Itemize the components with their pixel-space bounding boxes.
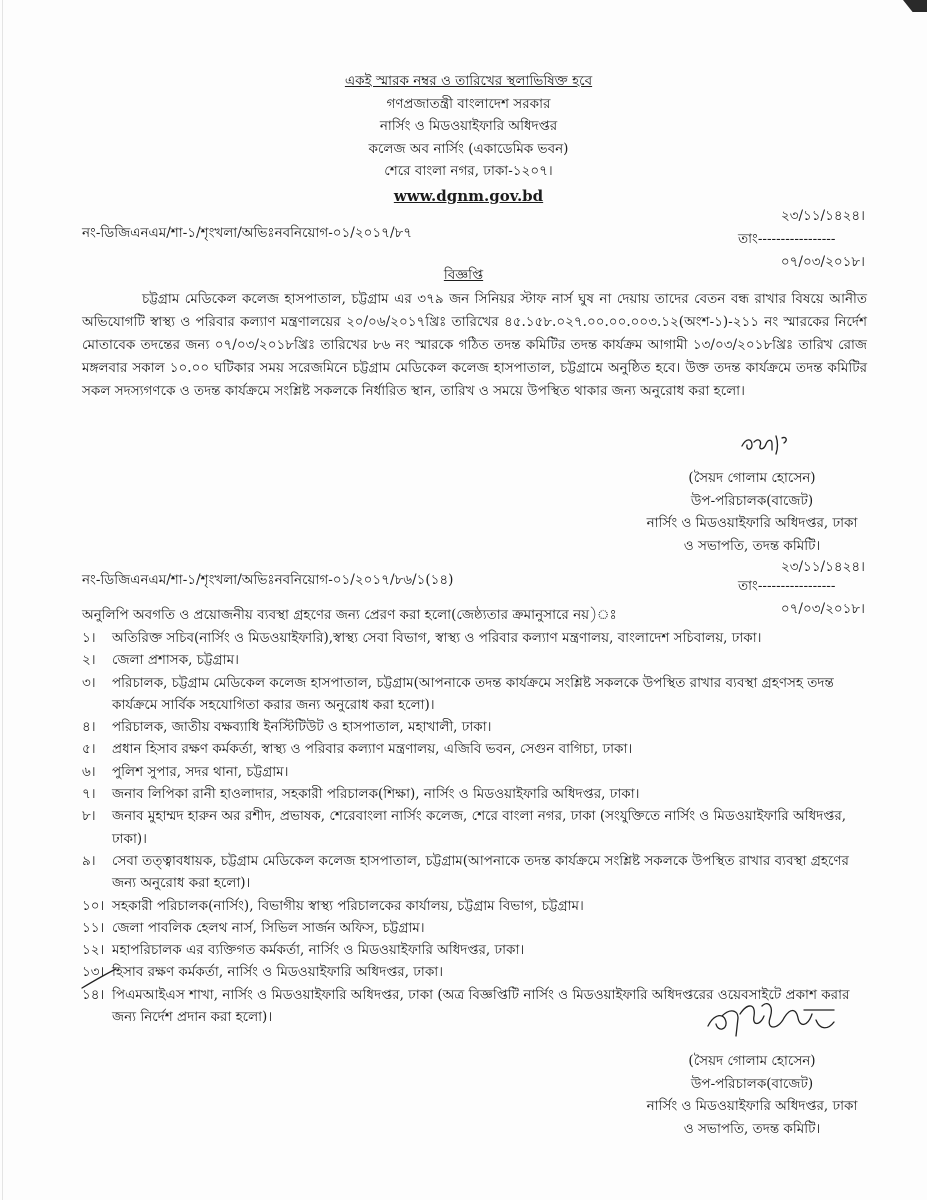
signature-block-2 — [632, 1050, 872, 1140]
memo1-date-label: তাং----------------- — [738, 231, 836, 247]
scan-corner-shadow — [903, 0, 927, 12]
list-item-number: ১০। — [82, 897, 105, 914]
list-item — [82, 939, 872, 961]
list-item-number: ১২। — [82, 942, 105, 959]
memo1-date-bangla: ২৩/১১/১৪২৪। — [780, 208, 865, 224]
memo2-date-gregorian: ০৭/০৩/২০১৮। — [780, 601, 865, 617]
copy-list — [82, 627, 872, 1028]
list-item-number: ১১। — [82, 919, 105, 936]
list-item — [82, 627, 872, 649]
list-item — [82, 672, 872, 717]
list-item-text: জেলা প্রশাসক, চট্টগ্রাম। — [112, 652, 239, 669]
list-item-text: অতিরিক্ত সচিব(নার্সিং ও মিডওয়াইফারি),স্বাস্থ্য সেবা বিভাগ, স্বাস্থ্য ও পরিবার কল্যাণ মন্ত্রণালয়, বাংলাদেশ সচিবালয়, ঢাকা। — [112, 630, 762, 646]
memo1-date-gregorian: ০৭/০৩/২০১৮। — [780, 254, 865, 270]
signatory-role: ও সভাপতি, তদন্ত কমিটি। — [683, 1120, 821, 1137]
signatory-name: (সৈয়দ গোলাম হোসেন) — [688, 1053, 816, 1069]
notice-title: বিজ্ঞপ্তি — [443, 267, 484, 283]
list-item-text: জনাব মুহাম্মদ হারুন অর রশীদ, প্রভাষক, শেরেবাংলা নার্সিং কলেজ, শেরে বাংলা নগর, ঢাকা (সংযুক্তিতে নার্সিং ও মিডওয়াইফারি অধিদপ্তর, ঢাকা)। — [112, 808, 847, 847]
memo2-date-bangla: ২৩/১১/১৪২৪। — [780, 559, 865, 575]
list-item-text: মহাপরিচালক এর ব্যক্তিগত কর্মকর্তা, নার্সিং ও মিডওয়াইফারি অধিদপ্তর, ঢাকা। — [112, 942, 525, 959]
copy-intro: অনুলিপি অবগতি ও প্রয়োজনীয় ব্যবস্থা গ্রহণের জন্য প্রেরণ করা হলো(জেষ্ঠ্যতার ক্রমানুসারে নয়)ঃ — [82, 607, 617, 623]
directorate-name: নার্সিং ও মিডওয়াইফারি অধিদপ্তর — [379, 118, 558, 134]
list-item-text: পরিচালক, চট্টগ্রাম মেডিকেল কলেজ হাসপাতাল, চট্টগ্রাম(আপনাকে তদন্ত কার্যক্রমে সংশ্লিষ্ট সকলকে উপস্থিত রাখার ব্যবস্থা গ্রহণসহ তদন্ত কার্যক্রমে সার্বিক সহযোগিতা করার জন্য অনুরোধ করা হলো)। — [112, 674, 834, 713]
scan-left-edge — [2, 0, 3, 1200]
list-item-text: জনাব লিপিকা রানী হাওলাদার, সহকারী পরিচালক(শিক্ষা), নার্সিং ও মিডওয়াইফারি অধিদপ্তর, ঢাকা। — [112, 786, 640, 803]
signatory-designation: উপ-পরিচালক(বাজেট) — [690, 492, 814, 509]
letterhead — [10, 70, 927, 207]
list-item-text: সহকারী পরিচালক(নার্সিং), বিভাগীয় স্বাস্থ্য পরিচালকের কার্যালয়, চট্টগ্রাম বিভাগ, চট্টগ্রাম। — [112, 897, 584, 914]
list-item-text: সেবা তত্ত্বাবধায়ক, চট্টগ্রাম মেডিকেল কলেজ হাসপাতাল, চট্টগ্রাম(আপনাকে তদন্ত কার্যক্রমে সংশ্লিষ্ট সকলকে উপস্থিত রাখার ব্যবস্থা গ্রহণের জন্য অনুরোধ করা হলো)। — [112, 852, 849, 892]
pen-strike-mark — [80, 966, 120, 992]
memo1-number: নং-ডিজিএনএম/শা-১/শৃংখলা/অভিঃনবনিয়োগ-০১/২০১৭/৮৭ — [82, 225, 413, 241]
list-item-number: ৯। — [82, 852, 96, 869]
list-item-number: ১৩। — [82, 964, 105, 981]
list-item-text: হিসাব রক্ষণ কর্মকর্তা, নার্সিং ও মিডওয়াইফারি অধিদপ্তর, ঢাকা। — [112, 964, 444, 981]
list-item-number: ৭। — [82, 786, 96, 803]
signatory-role: ও সভাপতি, তদন্ত কমিটি। — [683, 537, 821, 554]
list-item-number: ৩। — [82, 674, 96, 691]
list-item-text: প্রধান হিসাব রক্ষণ কর্মকর্তা, স্বাস্থ্য ও পরিবার কল্যাণ মন্ত্রণালয়, এজিবি ভবন, সেগুন বাগিচা, ঢাকা। — [112, 741, 633, 758]
government-name: গণপ্রজাতন্ত্রী বাংলাদেশ সরকার — [386, 95, 551, 112]
list-item-text: পুলিশ সুপার, সদর থানা, চট্টগ্রাম। — [112, 763, 289, 780]
list-item — [82, 850, 872, 895]
list-item — [82, 961, 872, 983]
list-item-text: পরিচালক, জাতীয় বক্ষব্যাধি ইনস্টিটিউট ও হাসপাতাল, মহাখালী, ঢাকা। — [112, 719, 492, 736]
list-item-number: ৬। — [82, 763, 96, 780]
website-url: www.dgnm.gov.bd — [393, 186, 544, 205]
list-item — [82, 716, 872, 738]
list-item — [82, 783, 872, 805]
signatory-office: নার্সিং ও মিডওয়াইফারি অধিদপ্তর, ঢাকা — [646, 515, 858, 531]
list-item-number: ৮। — [82, 808, 96, 825]
list-item — [82, 805, 872, 850]
list-item-number: ৪। — [82, 719, 96, 736]
list-item-number: ১। — [82, 630, 96, 646]
office-address: শেরে বাংলা নগর, ঢাকা-১২০৭। — [384, 163, 553, 179]
list-item — [82, 649, 872, 671]
list-item-number: ১৪। — [82, 986, 105, 1003]
signature-1-scribble — [738, 432, 798, 458]
signatory-name: (সৈয়দ গোলাম হোসেন) — [688, 470, 816, 486]
building-name: কলেজ অব নার্সিং (একাডেমিক ভবন) — [368, 140, 569, 157]
signature-block-1 — [635, 467, 869, 557]
list-item-text: পিএমআইএস শাখা, নার্সিং ও মিডওয়াইফারি অধিদপ্তর, ঢাকা (অত্র বিজ্ঞপ্তিটি নার্সিং ও মিডওয়াইফারি অধিদপ্তরের ওয়েবসাইটে প্রকাশ করার জন্য নির্দেশ প্রদান করা হলো)। — [112, 986, 850, 1026]
list-item — [82, 738, 872, 760]
signatory-designation: উপ-পরিচালক(বাজেট) — [690, 1075, 814, 1092]
list-item — [82, 917, 872, 939]
list-item-number: ৫। — [82, 741, 96, 758]
memo2-date-label: তাং----------------- — [738, 578, 836, 594]
notice-body: চট্টগ্রাম মেডিকেল কলেজ হাসপাতাল, চট্টগ্রাম এর ৩৭৯ জন সিনিয়র স্টাফ নার্স ঘুষ না দেয়ায় তাদের বেতন বন্ধ রাখার বিষয়ে আনীত অভিযোগটি স্বাস্থ্য ও পরিবার কল্যাণ মন্ত্রণালয়ের ২০/০৬/২০১৭খ্রিঃ তারিখের ৪৫.১৫৮.০২৭.০০.০০.০০৩.১২(অংশ-১)-২১১ নং স্মারকের নির্দেশ মোতাবেক তদন্তের জন্য ০৭/০৩/২০১৮খ্রিঃ তারিখের ৮৬ নং স্মারকে গঠিত তদন্ত কমিটির তদন্ত কার্যক্রম আগামী ১৩/০৩/২০১৮খ্রিঃ তারিখ রোজ মঙ্গলবার সকাল ১০.০০ ঘটিকার সময় সরেজমিনে চট্টগ্রাম মেডিকেল কলেজ হাসপাতাল, চট্টগ্রামে অনুষ্ঠিত হবে। উক্ত তদন্ত কার্যক্রমে তদন্ত কমিটির সকল সদস্যগণকে ও তদন্ত কার্যক্রমে সংশ্লিষ্ট সকলকে নির্ধারিত স্থান, তারিখ ও সময়ে উপস্থিত থাকার জন্য অনুরোধ করা হলো। — [82, 291, 867, 399]
supersede-note: একই স্মারক নম্বর ও তারিখের স্থলাভিষিক্ত হবে — [344, 73, 593, 89]
list-item-text: জেলা পাবলিক হেলথ নার্স, সিভিল সার্জন অফিস, চট্টগ্রাম। — [112, 919, 425, 936]
memo2-number: নং-ডিজিএনএম/শা-১/শৃংখলা/অভিঃনবনিয়োগ-০১/২০১৭/৮৬/১(১৪) — [82, 572, 454, 588]
list-item-number: ২। — [82, 652, 96, 669]
signatory-office: নার্সিং ও মিডওয়াইফারি অধিদপ্তর, ঢাকা — [646, 1098, 858, 1114]
list-item — [82, 761, 872, 783]
signature-2-scribble — [704, 996, 844, 1048]
list-item — [82, 895, 872, 917]
